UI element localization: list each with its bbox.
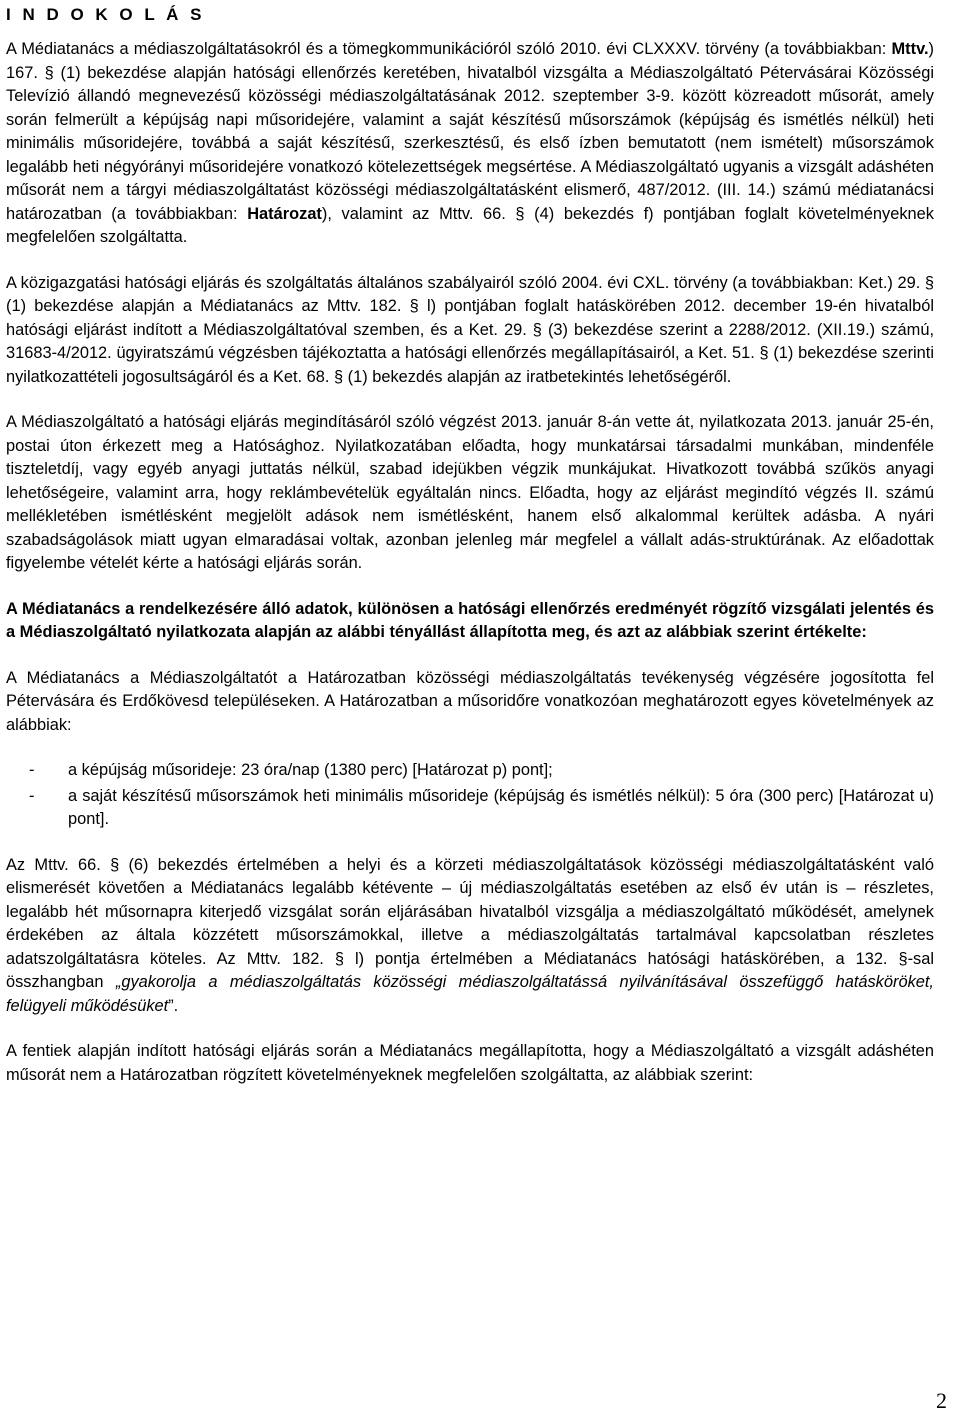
- list-dash: -: [29, 786, 35, 805]
- list-dash: -: [29, 761, 35, 779]
- paragraph-2: A közigazgatási hatósági eljárás és szolgáltatás általános szabályairól szóló 2004. évi CXL. törvény (a továbbiakban: Ket.) 29. § (1) bekezdése alapján a Médiatanács az Mttv. 182. § l) pontjában foglalt hatáskörében 2012. december 19-én hivatalból hatósági eljárást indított a Médiaszolgáltatóval szemben, és a Ket. 29. § (3) bekezdése szerint a 2288/2012. (XII.19.) számú, 31683-4/2012. ügyiratszámú végzésben tájékoztatta a hatósági ellenőrzés megállapításairól, a Ket. 51. § (1) bekezdése szerinti nyilatkozattételi jogosultságáról és a Ket. 68. § (1) bekezdés alapján az iratbetekintés lehetőségéről.: [6, 273, 934, 386]
- paragraph-6: [6, 854, 934, 1019]
- list-item-text: a saját készítésű műsorszámok heti minimális műsorideje (képújság és ismétlés nélkül): 5 óra (300 perc) [Határozat u) pont].: [68, 786, 934, 828]
- document-heading: I N D O K O L Á S: [6, 5, 205, 24]
- text-run: ”.: [168, 996, 179, 1015]
- text-run: A Médiatanács a médiaszolgáltatásokról és a tömegkommunikációról szóló 2010. évi CLXXXV. törvény (a továbbiakban:: [6, 40, 892, 58]
- paragraph-7: A fentiek alapján indított hatósági eljárás során a Médiatanács megállapította, hogy a Médiaszolgáltató a vizsgált adáshéten műsorát nem a Határozatban rögzített követelményeknek megfelelően szolgáltatta, az alábbiak szerint:: [6, 1042, 934, 1084]
- paragraph-5: A Médiatanács a Médiaszolgáltatót a Határozatban közösségi médiaszolgáltatás tevékenység végzésére jogosította fel Pétervására és Erdőkövesd településeken. A Határozatban a műsoridőre vonatkozóan meghatározott egyes követelmények az alábbiak:: [6, 668, 934, 734]
- list-item-text: a képújság műsorideje: 23 óra/nap (1380 perc) [Határozat p) pont];: [68, 761, 553, 779]
- list-item: [6, 759, 934, 783]
- requirements-list: [6, 759, 934, 832]
- text-run: ), valamint az Mttv. 66. § (4) bekezdés f) pontjában foglalt követelményeknek megfelelően szolgáltatta.: [6, 204, 934, 246]
- paragraph-3: A Médiaszolgáltató a hatósági eljárás megindításáról szóló végzést 2013. január 8-án vette át, nyilatkozata 2013. január 25-én, postai úton érkezett meg a Hatósághoz. Nyilatkozatában előadta, hogy munkatársai társadalmi munkában, mindenféle tiszteletdíj, vagy egyéb anyagi juttatás nélkül, szabad idejükben végzik munkájukat. Hivatkozott továbbá szűkös anyagi lehetőségeire, valamint arra, hogy reklámbevételük egyáltalán nincs. Előadta, hogy az eljárást megindító végzés II. számú mellékletében ismétlésként megjelölt adások nem ismétlésként, hanem első alkalommal kerültek adásba. A nyári szabadságolások miatt ugyan elmaradásai voltak, azonban jelenleg már megfelel a vállalt adás-struktúrának. Az előadottak figyelembe vételét kérte a hatósági eljárás során.: [6, 413, 934, 572]
- bold-term-mttv: Mttv.: [891, 40, 929, 58]
- text-run: Az Mttv. 66. § (6) bekezdés értelmében a helyi és a körzeti médiaszolgáltatások közösségi médiaszolgáltatásként való elismerését követően a Médiatanács legalább kétévente – új médiaszolgáltatás esetében az első év után is – részletes, legalább hét műsornapra kiterjedő vizsgálat során eljárásában hivatalból vizsgálja a médiaszolgáltató működését, amelynek érdekében az általa közzétett műsorszámokkal, illetve a médiaszolgáltatás tartalmával kapcsolatban részletes adatszolgáltatásra köteles. Az Mttv. 182. § l) pontja értelmében a Médiatanács hatósági hatáskörében, a 132. §-sal összhangban: [6, 855, 934, 991]
- paragraph-findings-heading: A Médiatanács a rendelkezésére álló adatok, különösen a hatósági ellenőrzés eredményét rögzítő vizsgálati jelentés és a Médiaszolgáltató nyilatkozata alapján az alábbi tényállást állapította meg, és azt az alábbiak szerint értékelte:: [6, 599, 934, 641]
- list-item: [6, 785, 934, 832]
- paragraph-1: [6, 38, 934, 250]
- italic-quote: „gyakorolja a médiaszolgáltatás közösségi médiaszolgáltatássá nyilvánításával összefüggő hatásköröket, felügyeli működésüket: [6, 973, 934, 1015]
- bold-term-hatarozat: Határozat: [247, 204, 322, 223]
- page-number: 2: [936, 1388, 947, 1413]
- document-body: [6, 38, 934, 1109]
- text-run: ) 167. § (1) bekezdése alapján hatósági ellenőrzés keretében, hivatalból vizsgálta a Médiaszolgáltató Pétervásárai Közösségi Televízió állandó megnevezésű közösségi médiaszolgáltatásának 2012. szeptember 3-9. között közreadott műsorát, amely során felmerült a képújság napi műsoridejére, valamint a saját készítésű műsorszámok (képújság és ismétlés nélkül) heti minimális műsoridejére, továbbá a saját készítésű, szerkesztésű, és első ízben bemutatott (nem ismételt) műsorszámok legalább heti négyórányi műsoridejére vonatkozó kötelezettségek megsértése. A Médiaszolgáltató ugyanis a vizsgált adáshéten műsorát nem a tárgyi médiaszolgáltatást közösségi médiaszolgáltatásként elismerő, 487/2012. (III. 14.) számú médiatanácsi határozatban (a továbbiakban:: [6, 40, 934, 223]
